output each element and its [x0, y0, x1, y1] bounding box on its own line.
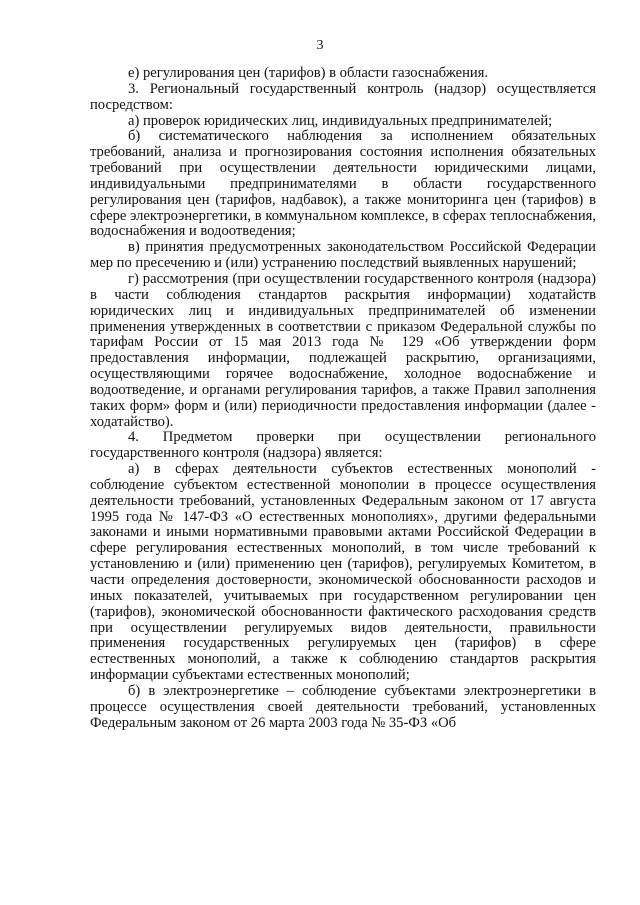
paragraph-3-control-means: 3. Региональный государственный контроль (надзор) осуществляется посредством:	[90, 80, 596, 113]
page-number: 3	[316, 38, 324, 53]
paragraph-b-electric-power: б) в электроэнергетике – соблюдение субъектами электроэнергетики в процессе осуществления своей деятельности требований, установленных Федеральным законом от 26 марта 2003 года № 35-ФЗ «Об	[90, 682, 596, 731]
paragraph-e-gas-supply: е) регулирования цен (тарифов) в области газоснабжения.	[128, 65, 489, 81]
paragraph-a-inspections: а) проверок юридических лиц, индивидуальных предпринимателей;	[128, 112, 553, 129]
document-body	[90, 66, 596, 731]
paragraph-4-subject-of-inspection: 4. Предметом проверки при осуществлении регионального государственного контроля (надзора) является:	[90, 429, 596, 462]
paragraph-g-petitions: г) рассмотрения (при осуществлении государственного контроля (надзора) в части соблюдения стандартов раскрытия информации) ходатайств юридических лиц и индивидуальных предпринимателей об изменении применения утвержденных в соответствии с приказом Федеральной службы по тарифам России от 15 мая 2013 года № 129 «Об утверждении форм предоставления информации, подлежащей раскрытию, организациями, осуществляющими горячее водоснабжение, холодное водоснабжение и водоотведение, и органами регулирования тарифов, а также Правил заполнения таких форм» форм и (или) периодичности предоставления информации (далее - ходатайство).	[90, 270, 596, 430]
paragraph-a-natural-monopolies: а) в сферах деятельности субъектов естественных монополий - соблюдение субъектом естественной монополии в процессе осуществления деятельности требований, установленных Федеральным законом от 17 августа 1995 года № 147-ФЗ «О естественных монополиях», другими федеральными законами и иными нормативными правовыми актами Российской Федерации в сфере регулирования естественных монополий, в том числе требований к установлению и (или) применению цен (тарифов), регулируемых Комитетом, в части определения достоверности, экономической обоснованности расходов и иных показателей, учитываемых при государственном регулировании цен (тарифов), экономической обоснованности фактического расходования средств при осуществлении регулируемых видов деятельности, правильности применения государственных регулируемых цен (тарифов) в сфере естественных монополий, а также к соблюдению стандартов раскрытия информации субъектами естественных монополий;	[90, 461, 596, 684]
paragraph-v-measures: в) принятия предусмотренных законодательством Российской Федерации мер по пресечению и (или) устранению последствий выявленных нарушений;	[90, 239, 596, 272]
paragraph-b-monitoring: б) систематического наблюдения за исполнением обязательных требований, анализа и прогнозирования состояния исполнения обязательных требований при осуществлении деятельности юридическими лицами, индивидуальными предпринимателями в области государственного регулирования цен (тарифов, надбавок), а также мониторинга цен (тарифов) в сфере электроэнергетики, в коммунальном комплексе, в сферах теплоснабжения, водоснабжения и водоотведения;	[90, 128, 596, 240]
